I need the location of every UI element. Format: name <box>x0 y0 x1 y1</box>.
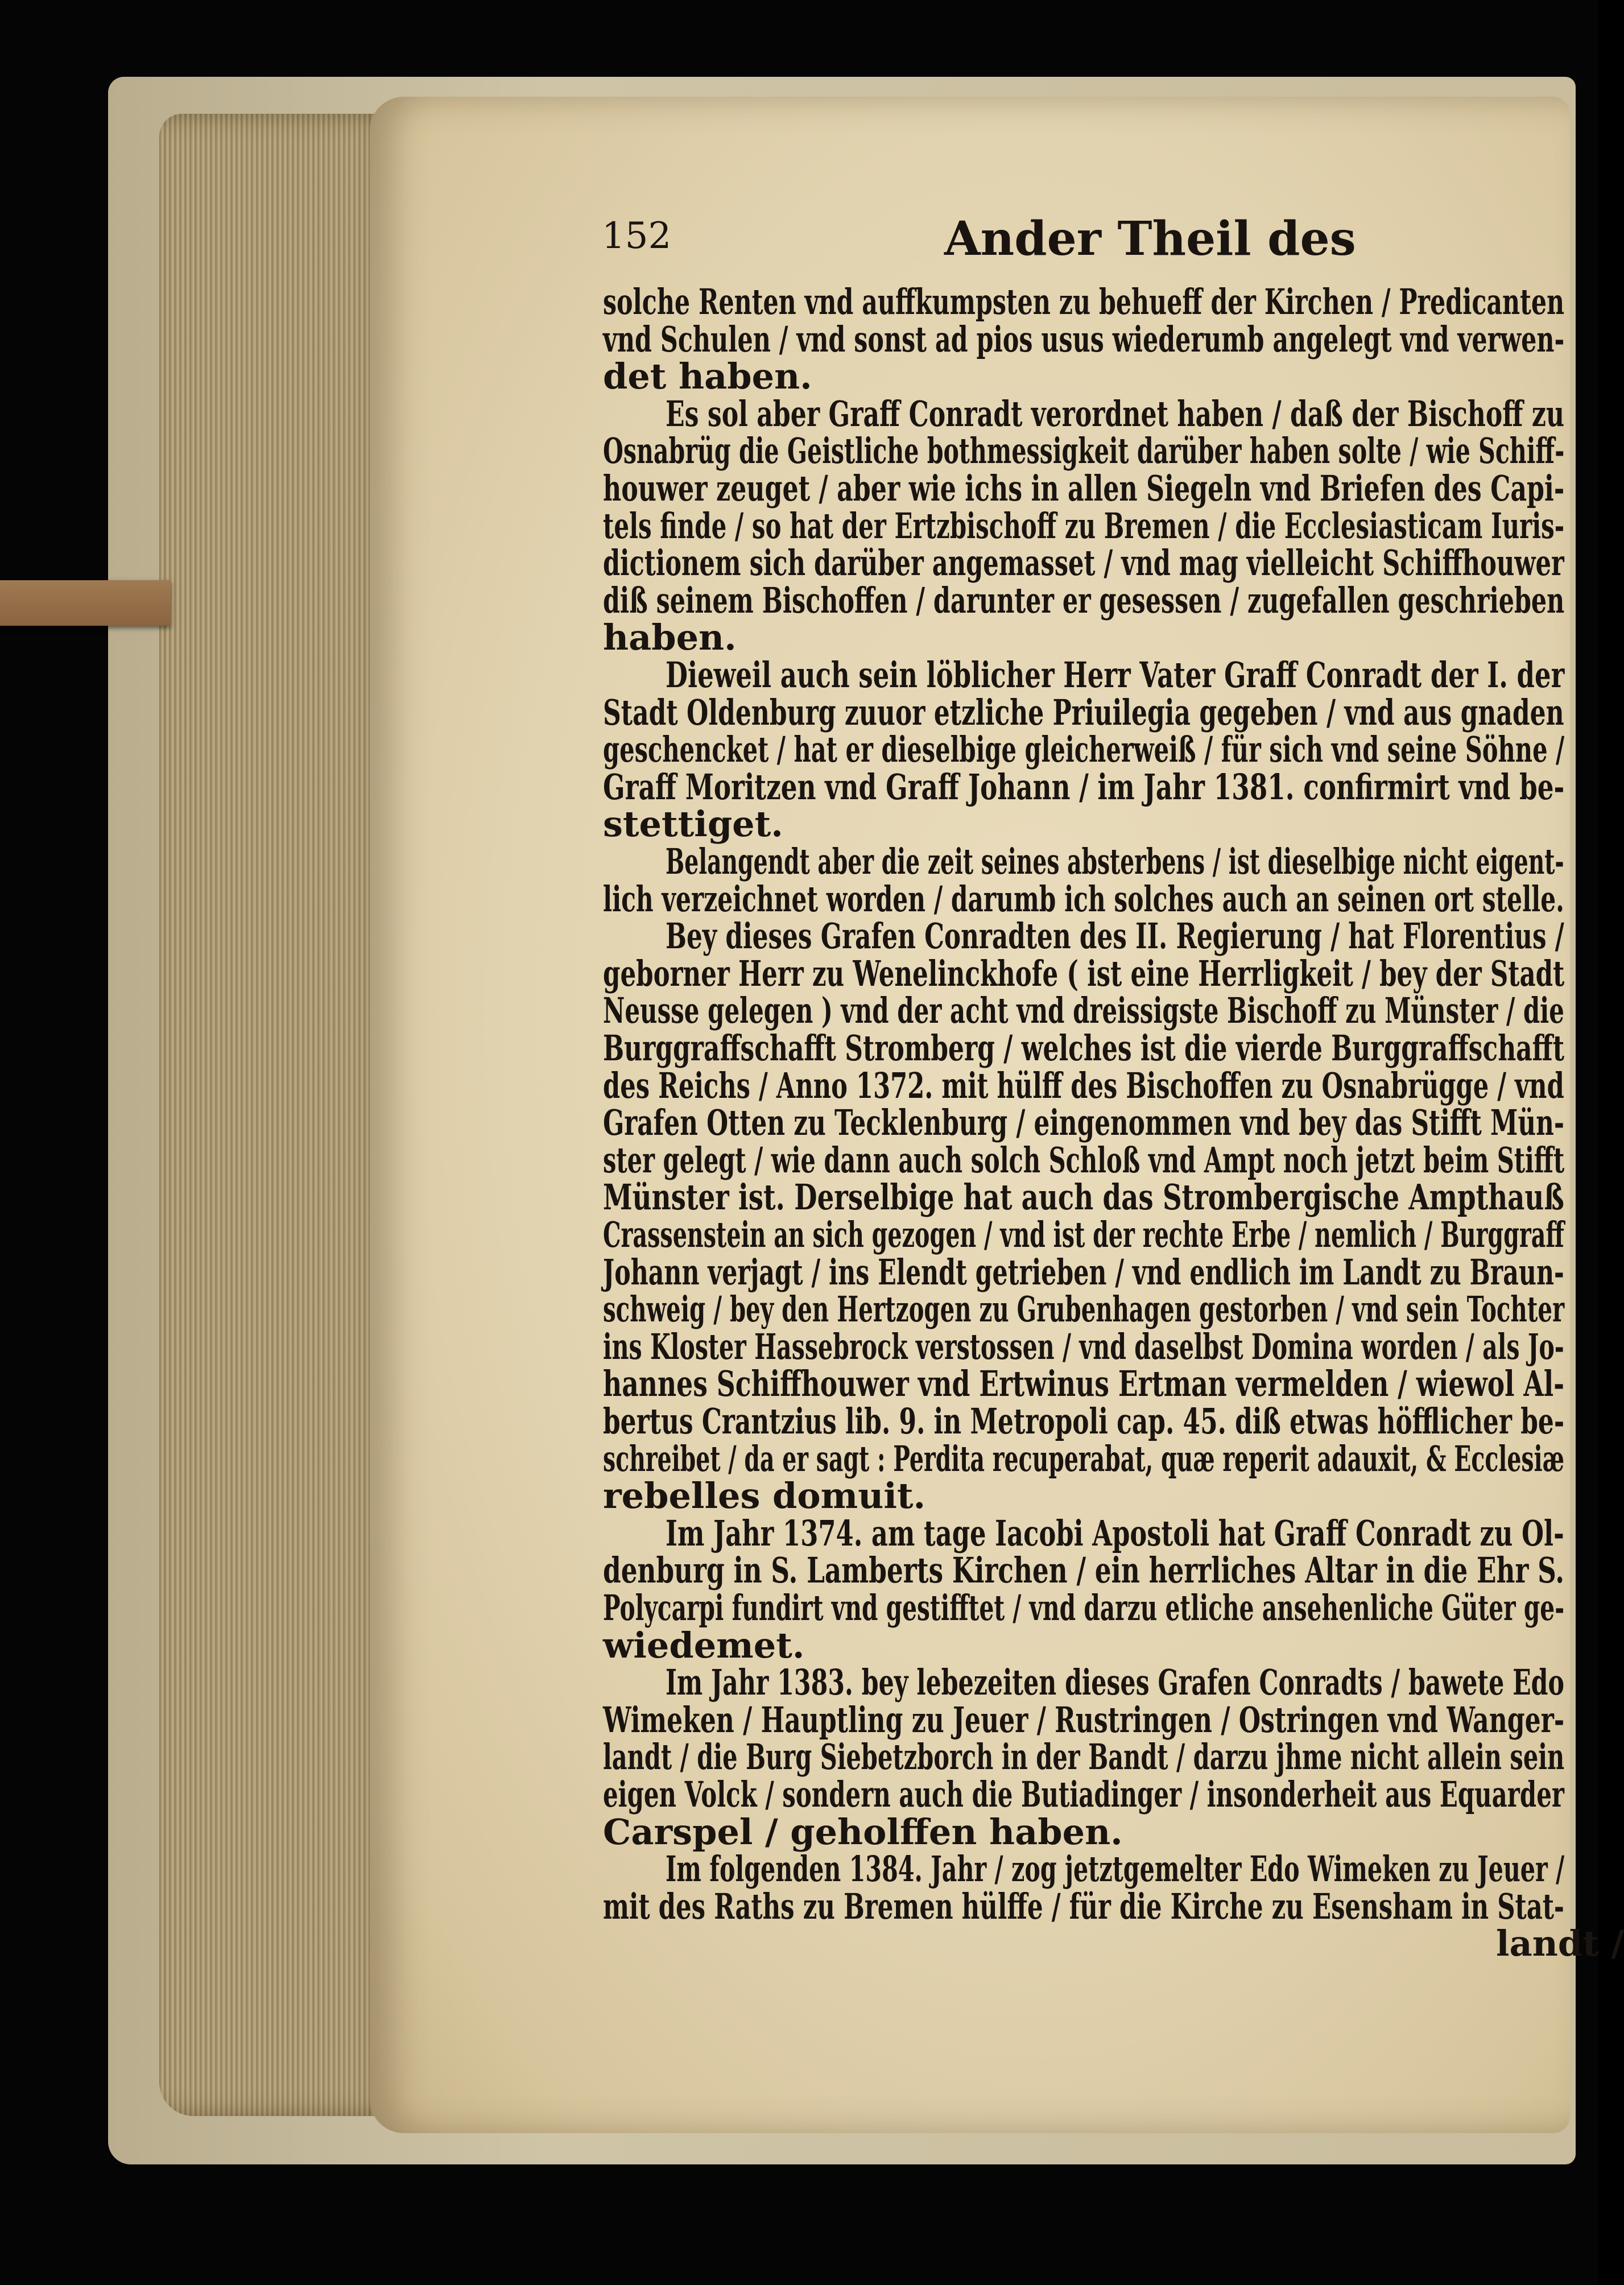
text-line: schweig / bey den Hertzogen zu Grubenhagen gestorben / vnd sein Tochter <box>603 1288 1565 1330</box>
text-line: denburg in S. Lamberts Kirchen / ein herrliches Altar in die Ehr S. <box>603 1549 1565 1592</box>
text-line: lich verzeichnet worden / darumb ich solches auch an seinen ort stelle. <box>603 878 1564 920</box>
text-line: Es sol aber Graff Conradt verordnet haben / daß der Bischoff zu <box>666 392 1565 435</box>
text-line: schreibet / da er sagt : Perdita recuperabat, quæ reperit adauxit, & Ecclesiæ <box>603 1437 1565 1480</box>
text-line: Im Jahr 1374. am tage Iacobi Apostoli hat Graff Conradt zu Ol- <box>666 1512 1564 1554</box>
text-line: haben. <box>603 617 737 659</box>
text-line: Osnabrüg die Geistliche bothmessigkeit darüber haben solte / wie Schiff- <box>603 430 1565 472</box>
text-line: geborner Herr zu Wenelinckhofe ( ist eine Herrligkeit / bey der Stadt <box>603 952 1565 994</box>
text-line: tels finde / so hat der Ertzbischoff zu Bremen / die Ecclesiasticam Iuris- <box>603 505 1565 547</box>
text-line: landt / die Burg Siebetzborch in der Bandt / darzu jhme nicht allein sein <box>603 1736 1565 1778</box>
text-line: ster gelegt / wie dann auch solch Schloß vnd Ampt noch jetzt beim Stifft <box>603 1139 1565 1181</box>
page-number: 152 <box>602 215 672 257</box>
text-line: Im Jahr 1383. bey lebezeiten dieses Grafen Conradts / bawete Edo <box>666 1662 1564 1704</box>
text-line: dictionem sich darüber angemasset / vnd mag vielleicht Schiffhouwer <box>603 542 1564 584</box>
bookmark-ribbon <box>0 580 171 626</box>
text-line: Münster ist. Derselbige hat auch das Strombergische Ampthauß <box>603 1176 1564 1218</box>
text-line: det haben. <box>603 356 812 398</box>
text-line: Belangendt aber die zeit seines absterbens / ist dieselbige nicht eigent- <box>666 841 1564 882</box>
text-line: Grafen Otten zu Tecklenburg / eingenommen vnd bey das Stifft Mün- <box>603 1102 1565 1144</box>
text-line: Neusse gelegen ) vnd der acht vnd dreissigste Bischoff zu Münster / die <box>603 990 1564 1032</box>
text-line: landt / <box>1496 1923 1624 1965</box>
text-line: Stadt Oldenburg zuuor etzliche Priuilegia gegeben / vnd aus gnaden <box>603 691 1564 733</box>
text-line: eigen Volck / sondern auch die Butiadinger / insonderheit aus Equarder <box>603 1774 1564 1815</box>
text-line: des Reichs / Anno 1372. mit hülff des Bischoffen zu Osnabrügge / vnd <box>603 1064 1564 1106</box>
text-line: Dieweil auch sein löblicher Herr Vater Graff Conradt der I. der <box>666 654 1565 696</box>
text-line: vnd Schulen / vnd sonst ad pios usus wiederumb angelegt vnd verwen- <box>603 318 1565 360</box>
text-line: diß seinem Bischoffen / darunter er gesessen / zugefallen geschrieben <box>603 579 1565 621</box>
text-line: geschencket / hat er dieselbige gleicherweiß / für sich vnd seine Söhne / <box>603 729 1565 771</box>
text-line: rebelles domuit. <box>603 1475 926 1517</box>
text-line: ins Kloster Hassebrock verstossen / vnd daselbst Domina worden / als Jo- <box>603 1325 1564 1367</box>
text-line: Crassenstein an sich gezogen / vnd ist der rechte Erbe / nemlich / Burggraff <box>603 1214 1564 1255</box>
text-line: Burggraffschafft Stromberg / welches ist die vierde Burggraffschafft <box>603 1027 1565 1069</box>
page-edges <box>159 114 398 2116</box>
text-line: Graff Moritzen vnd Graff Johann / im Jahr 1381. confirmirt vnd be- <box>603 766 1565 808</box>
text-line: Wimeken / Hauptling zu Jeuer / Rustringen / Ostringen vnd Wanger- <box>603 1699 1565 1741</box>
running-head: Ander Theil des <box>944 212 1356 266</box>
text-line: Im folgenden 1384. Jahr / zog jetztgemelter Edo Wimeken zu Jeuer / <box>666 1848 1565 1890</box>
text-line: bertus Crantzius lib. 9. in Metropoli cap. 45. diß etwas höfflicher be- <box>603 1400 1565 1442</box>
text-line: wiedemet. <box>603 1624 805 1666</box>
text-line: Polycarpi fundirt vnd gestifftet / vnd darzu etliche ansehenliche Güter ge- <box>603 1587 1565 1629</box>
text-line: Bey dieses Grafen Conradten des II. Regierung / hat Florentius / <box>666 915 1564 957</box>
text-line: mit des Raths zu Bremen hülffe / für die Kirche zu Esensham in Stat- <box>603 1885 1564 1927</box>
text-line: stettiget. <box>603 803 783 845</box>
text-line: Johann verjagt / ins Elendt getrieben / vnd endlich im Landt zu Braun- <box>603 1251 1564 1293</box>
text-line: houwer zeuget / aber wie ichs in allen Siegeln vnd Briefen des Capi- <box>603 468 1565 509</box>
text-line: Carspel / geholffen haben. <box>603 1811 1123 1853</box>
text-line: solche Renten vnd auffkumpsten zu behueff der Kirchen / Predicanten <box>603 281 1565 323</box>
text-line: hannes Schiffhouwer vnd Ertwinus Ertman vermelden / wiewol Al- <box>603 1363 1565 1405</box>
